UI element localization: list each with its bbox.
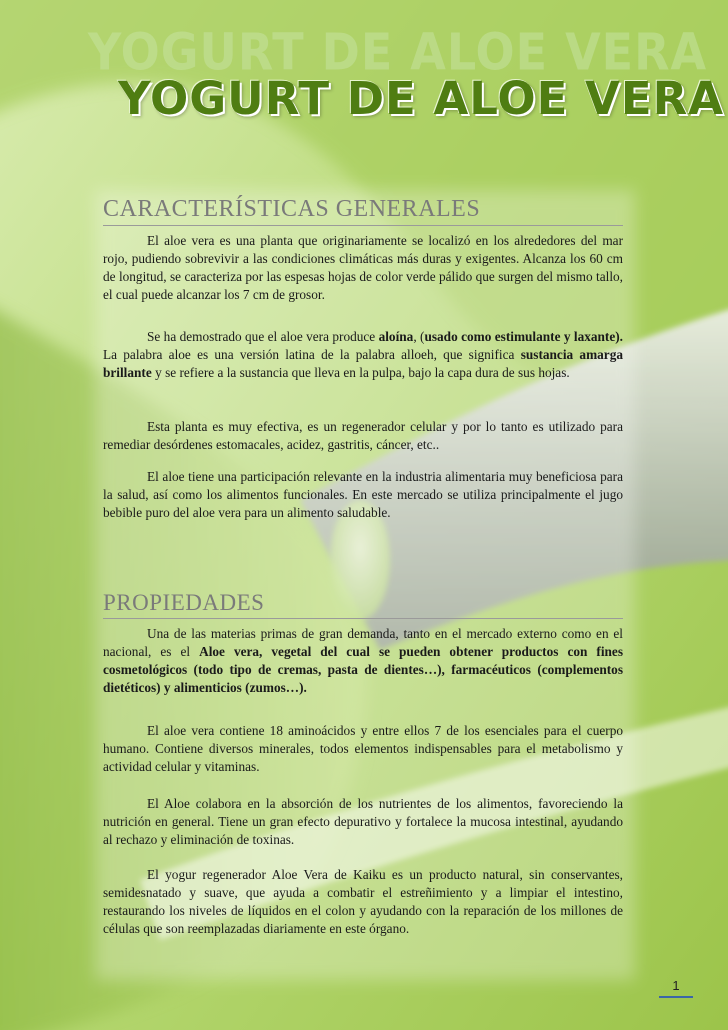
paragraph: Esta planta es muy efectiva, es un regenerador celular y por lo tanto es utilizado para remediar desórdenes estomacales, acidez, gastritis, cáncer, etc..: [103, 419, 623, 452]
paragraph: El yogur regenerador Aloe Vera de Kaiku es un producto natural, sin conservantes, semidesnatado y suave, que ayuda a combatir el estreñimiento y a limpiar el intestino, restaurando los niveles de líquidos en el colon y ayudando con la reparación de los millones de células que son reemplazadas diariamente en este órgano.: [103, 867, 623, 936]
page-title: YOGURT DE ALOE VERA: [118, 72, 725, 125]
section-heading-caracteristicas: CARACTERÍSTICAS GENERALES: [103, 196, 481, 222]
paragraph: Una de las materias primas de gran demanda, tanto en el mercado externo como en el nacional, es el Aloe vera, vegetal del cual se pueden obtener productos con fines cosmetológicos (todo tipo de cremas, pasta de dientes…), farmacéuticos (complementos dietéticos) y alimenticios (zumos…).: [103, 626, 624, 695]
paragraph: El Aloe colabora en la absorción de los nutrientes de los alimentos, favoreciendo la nutrición en general. Tiene un gran efecto depurativo y fortalece la mucosa intestinal, ayudando al rechazo y eliminación de toxinas.: [103, 796, 623, 847]
paragraph: Se ha demostrado que el aloe vera produce aloína, (usado como estimulante y laxante). La palabra aloe es una versión latina de la palabra alloeh, que significa sustancia amarga brillante y se refiere a la sustancia que lleva en la pulpa, bajo la capa dura de sus hojas.: [103, 329, 624, 380]
page-number: 1: [659, 976, 693, 998]
section-heading-propiedades: PROPIEDADES: [103, 590, 265, 615]
paragraph: El aloe vera contiene 18 aminoácidos y entre ellos 7 de los esenciales para el cuerpo humano. Contiene diversos minerales, todos elementos indispensables para el metabolismo y actividad celular y vitaminas.: [103, 723, 623, 774]
section-divider: [103, 225, 623, 226]
title-watermark: YOGURT DE ALOE VERA: [88, 22, 708, 82]
section-divider: [103, 618, 623, 619]
paragraph: El aloe vera es una planta que originariamente se localizó en los alrededores del mar rojo, pudiendo sobrevivir a las condiciones climáticas más duras y exigentes. Alcanza los 60 cm de longitud, se caracteriza por las espesas hojas de color verde pálido que surgen del mismo tallo, el cual puede alcanzar los 7 cm de grosor.: [103, 233, 623, 302]
paragraph: El aloe tiene una participación relevante en la industria alimentaria muy beneficiosa para la salud, así como los alimentos funcionales. En este mercado se utiliza principalmente el jugo bebible puro del aloe vera para un alimento saludable.: [103, 469, 623, 520]
